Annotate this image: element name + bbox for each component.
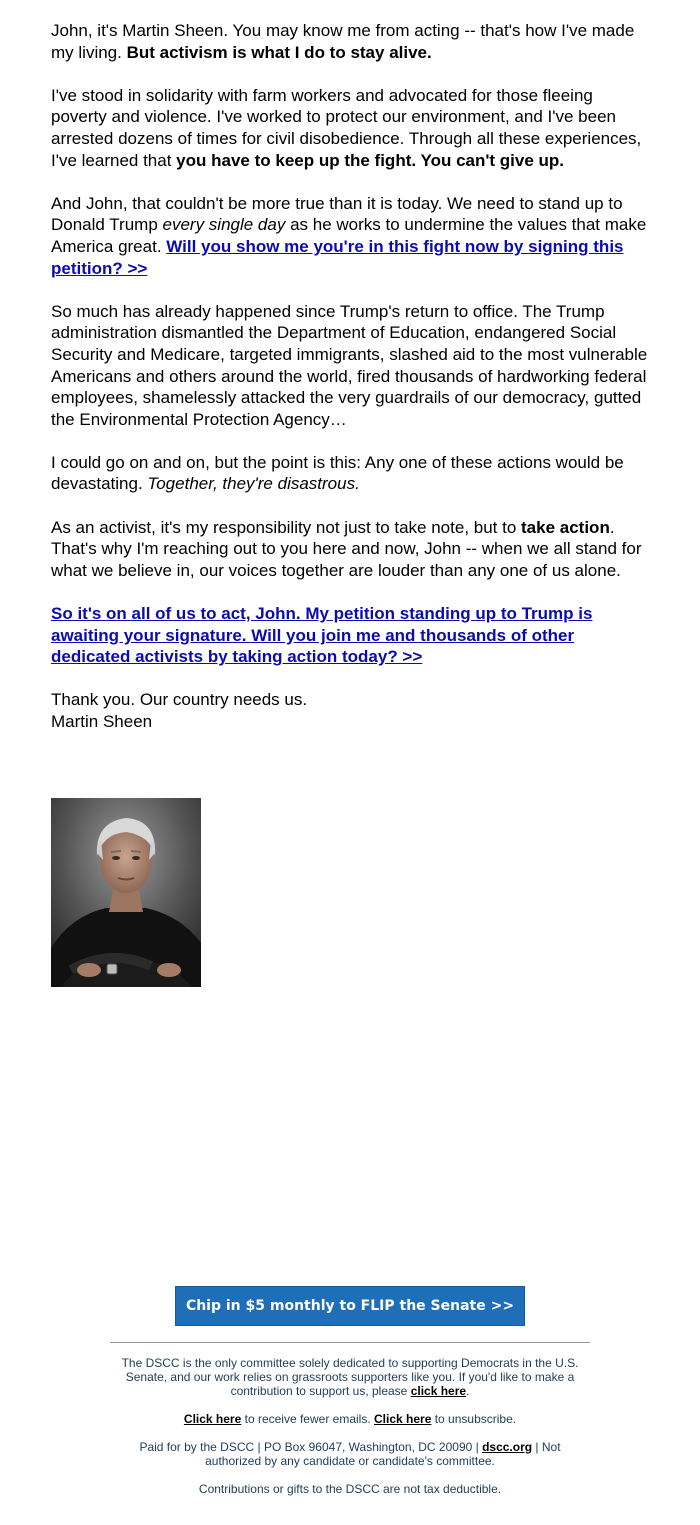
- footer-paid-for: [110, 1440, 590, 1468]
- activist-text-b: . That's why I'm reaching out to you here and now, John -- when we all stand for what we believe in, our voices together are louder than any one of us alone.: [51, 517, 642, 580]
- footer-divider: [110, 1342, 590, 1343]
- intro-bold: But activism is what I do to stay alive.: [126, 42, 432, 62]
- footer-about-text: The DSCC is the only committee solely dedicated to supporting Democrats in the U.S. Senate, and our work relies on grassroots supporters like you. If you'd like to make a contribution to support us, please: [121, 1356, 579, 1398]
- paid-for-end: | Not authorized by any candidate or candidate's committee.: [205, 1440, 561, 1468]
- martin-sheen-portrait: [51, 798, 201, 987]
- background-bold: you have to keep up the fight. You can't give up.: [176, 150, 565, 170]
- intro-text: John, it's Martin Sheen. You may know me from acting -- that's how I've made my living.: [51, 21, 635, 62]
- portrait-image: [51, 798, 201, 987]
- petition-link-2[interactable]: So it's on all of us to act, John. My petition standing up to Trump is awaiting your signature. Will you join me and thousands of other dedicated activists by taking action today? >>: [51, 604, 593, 667]
- footer: [110, 1356, 590, 1510]
- paragraph-background: [51, 85, 651, 171]
- closing: [51, 689, 651, 732]
- closing-line: Thank you. Our country needs us.: [51, 690, 308, 710]
- unsubscribe-link[interactable]: Click here: [374, 1412, 432, 1426]
- footer-tax: [110, 1482, 590, 1496]
- paragraph-petition: [51, 603, 651, 668]
- unsubscribe-text: to unsubscribe.: [431, 1412, 517, 1426]
- paid-for-text: Paid for by the DSCC | PO Box 96047, Washington, DC 20090 |: [139, 1440, 483, 1454]
- fewer-emails-link[interactable]: Click here: [183, 1412, 242, 1426]
- tax-text: Contributions or gifts to the DSCC are not tax deductible.: [198, 1482, 502, 1496]
- footer-about-end: .: [466, 1384, 470, 1398]
- letter-body: [51, 20, 651, 733]
- paragraph-intro: [51, 20, 651, 63]
- paragraph-activist: [51, 517, 651, 582]
- ask-text-a: And John, that couldn't be more true than it is today. We need to stand up to Donald Trump: [51, 193, 623, 235]
- paragraph-ask: [51, 193, 651, 279]
- footer-about: [110, 1356, 590, 1398]
- donate-button[interactable]: Chip in $5 monthly to FLIP the Senate >>: [175, 1286, 525, 1326]
- actions-text: So much has already happened since Trump's return to office. The Trump administration dismantled the Department of Education, endangered Social Security and Medicare, targeted immigrants, slashed aid to the most vulnerable Americans and others around the world, fired thousands of hardworking federal employees, shamelessly attacked the very guardrails of our democracy, gutted the Environmental Protection Agency…: [51, 301, 648, 429]
- petition-link-1[interactable]: Will you show me you're in this fight now by signing this petition? >>: [51, 236, 624, 278]
- background-text: I've stood in solidarity with farm workers and advocated for those fleeing poverty and violence. I've worked to protect our environment, and I've been arrested dozens of times for civil disobedience. Through all these experiences, I've learned that: [51, 85, 642, 170]
- ask-text-b: as he works to undermine the values that make America great.: [51, 215, 647, 256]
- dscc-site-link[interactable]: dscc.org: [482, 1440, 533, 1454]
- paragraph-actions: [51, 301, 651, 431]
- fewer-emails-text: to receive fewer emails.: [241, 1412, 374, 1426]
- footer-email-prefs: [110, 1412, 590, 1426]
- devastating-text: I could go on and on, but the point is this: Any one of these actions would be devastating.: [51, 452, 624, 494]
- contribute-link[interactable]: click here: [410, 1384, 467, 1398]
- activist-text-a: As an activist, it's my responsibility not just to take note, but to: [51, 517, 522, 537]
- paragraph-devastating: [51, 452, 651, 495]
- ask-italic: every single day: [162, 215, 286, 235]
- devastating-italic: Together, they're disastrous.: [147, 474, 360, 494]
- signature: Martin Sheen: [51, 712, 153, 731]
- activist-bold: take action: [521, 517, 610, 537]
